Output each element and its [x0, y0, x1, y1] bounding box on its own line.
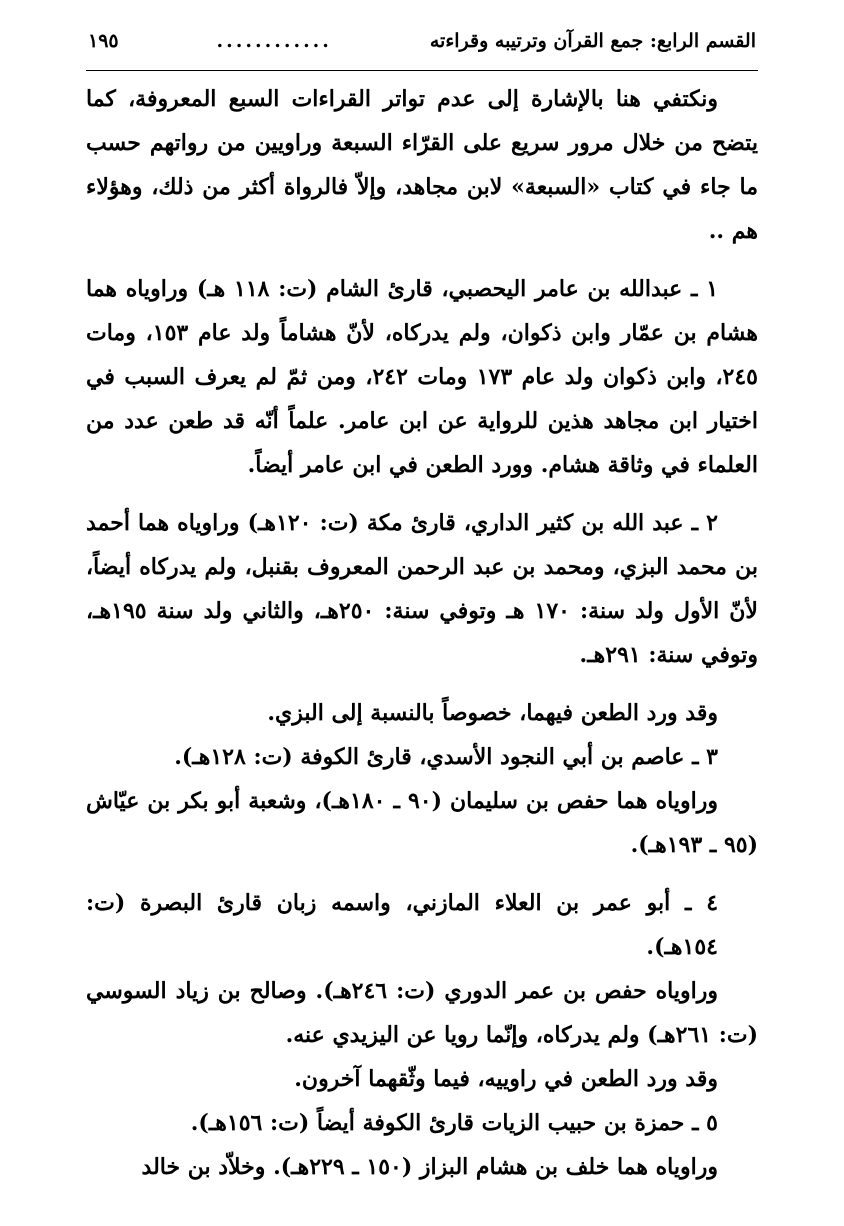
paragraph-reader-2-note: وقد ورد الطعن فيهما، خصوصاً بالنسبة إلى البزي.: [267, 700, 718, 726]
paragraph-reader-4: ٤ ـ أبو عمر بن العلاء المازني، واسمه زبان قارئ البصرة (ت: ١٥٤هـ).: [86, 890, 719, 960]
book-page: [86, 30, 758, 1189]
paragraph-reader-5: ٥ ـ حمزة بن حبيب الزيات قارئ الكوفة أيضاً (ت: ١٥٦هـ).: [190, 1110, 718, 1136]
running-header: [86, 30, 758, 71]
paragraph-reader-5-narrators: وراوياه هما خلف بن هشام البزاز (١٥٠ ـ ٢٢٩هـ). وخلاّد بن خالد: [141, 1154, 718, 1180]
paragraph-reader-4-narrators: وراوياه حفص بن عمر الدوري (ت: ٢٤٦هـ). وصالح بن زياد السوسي (ت: ٢٦١هـ) ولم يدركاه، وإنّما رويا عن اليزيدي عنه.: [86, 978, 758, 1048]
paragraph-reader-1: ١ ـ عبدالله بن عامر اليحصبي، قارئ الشام (ت: ١١٨ هـ) وراوياه هما هشام بن عمّار وابن ذكوان، ولم يدركاه، لأنّ هشاماً ولد عام ١٥٣، ومات ٢٤٥، وابن ذكوان ولد عام ١٧٣ ومات ٢٤٢، ومن ثمّ لم يعرف السبب في اختيار ابن مجاهد هذين للرواية عن ابن عامر. علماً أنّه قد طعن عدد من العلماء في وثاقة هشام. وورد الطعن في ابن عامر أيضاً.: [86, 276, 758, 478]
paragraph-reader-2: ٢ ـ عبد الله بن كثير الداري، قارئ مكة (ت: ١٢٠هـ) وراوياه هما أحمد بن محمد البزي، ومحمد بن عبد الرحمن المعروف بقنبل، ولم يدركاه أيضاً، لأنّ الأول ولد سنة: ١٧٠ هـ وتوفي سنة: ٢٥٠هـ، والثاني ولد سنة ١٩٥هـ، وتوفي سنة: ٢٩١هـ.: [86, 510, 758, 668]
header-title: القسم الرابع: جمع القرآن وترتيبه وقراءته: [429, 30, 756, 52]
page-number: ١٩٥: [88, 30, 119, 52]
paragraph-reader-3: ٣ ـ عاصم بن أبي النجود الأسدي، قارئ الكوفة (ت: ١٢٨هـ).: [174, 744, 718, 770]
paragraph-reader-4-note: وقد ورد الطعن في راوييه، فيما وثّقهما آخرون.: [294, 1066, 718, 1092]
paragraph-intro: ونكتفي هنا بالإشارة إلى عدم تواتر القراءات السبع المعروفة، كما يتضح من خلال مرور سريع على القرّاء السبعة وراويين من رواتهم حسب ما جاء في كتاب «السبعة» لابن مجاهد، وإلاّ فالرواة أكثر من ذلك، وهؤلاء هم ..: [86, 86, 758, 244]
paragraph-reader-3-narrators: وراوياه هما حفص بن سليمان (٩٠ ـ ١٨٠هـ)، وشعبة أبو بكر بن عيّاش (٩٥ ـ ١٩٣هـ).: [86, 788, 758, 858]
header-leader-dots: ............: [216, 30, 332, 52]
